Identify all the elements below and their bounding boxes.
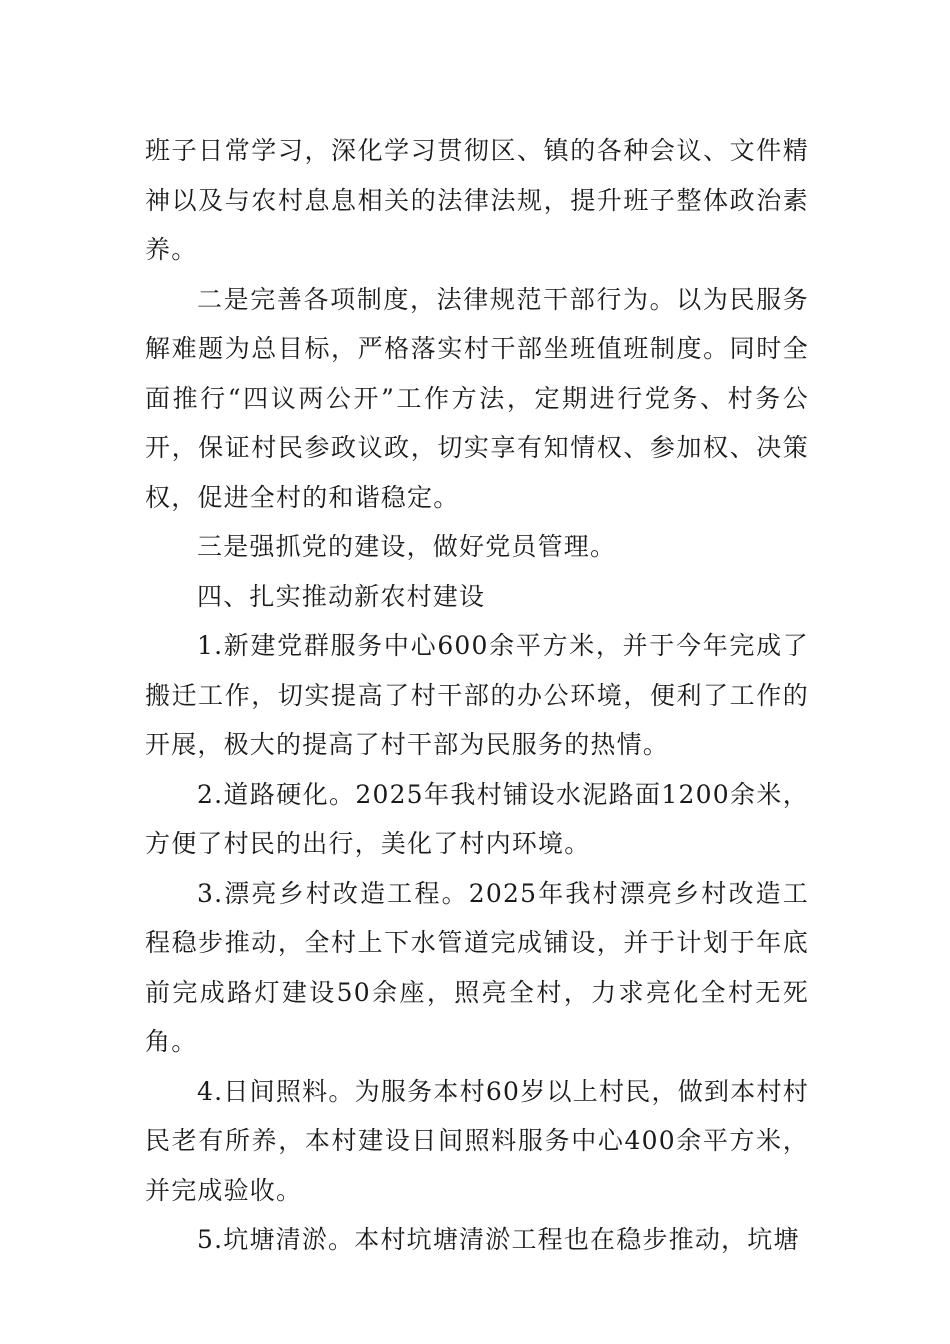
document-body (145, 126, 809, 1265)
paragraph-institutional-rules: 二是完善各项制度，法律规范干部行为。以为民服务解难题为总目标，严格落实村干部坐班值班制度。同时全面推行“四议两公开”工作方法，定期进行党务、村务公开，保证村民参政议政，切实享有知情权、参加权、决策权，促进全村的和谐稳定。 (145, 284, 809, 512)
list-item-day-care: 4.日间照料。为服务本村60岁以上村民，做到本村村民老有所养，本村建设日间照料服务中心400余平方米，并完成验收。 (145, 1076, 809, 1205)
list-item-service-center: 1.新建党群服务中心600余平方米，并于今年完成了搬迁工作，切实提高了村干部的办公环境，便利了工作的开展，极大的提高了村干部为民服务的热情。 (145, 631, 809, 759)
list-item-village-renovation: 3.漂亮乡村改造工程。2025年我村漂亮乡村改造工程稳步推动，全村上下水管道完成铺设，并于计划于年底前完成路灯建设50余座，照亮全村，力求亮化全村无死角。 (145, 878, 809, 1056)
section-heading-new-rural-construction: 四、扎实推动新农村建设 (197, 581, 486, 611)
list-item-pond-dredging: 5.坑塘清淤。本村坑塘清淤工程也在稳步推动，坑塘 (197, 1225, 800, 1254)
paragraph-party-building: 三是强抓党的建设，做好党员管理。 (197, 532, 617, 561)
list-item-road-hardening: 2.道路硬化。2025年我村铺设水泥路面1200余米，方便了村民的出行，美化了村内环境。 (145, 779, 809, 858)
paragraph-study-continuation: 班子日常学习，深化学习贯彻区、镇的各种会议、文件精神以及与农村息息相关的法律法规，提升班子整体政治素养。 (145, 136, 809, 264)
